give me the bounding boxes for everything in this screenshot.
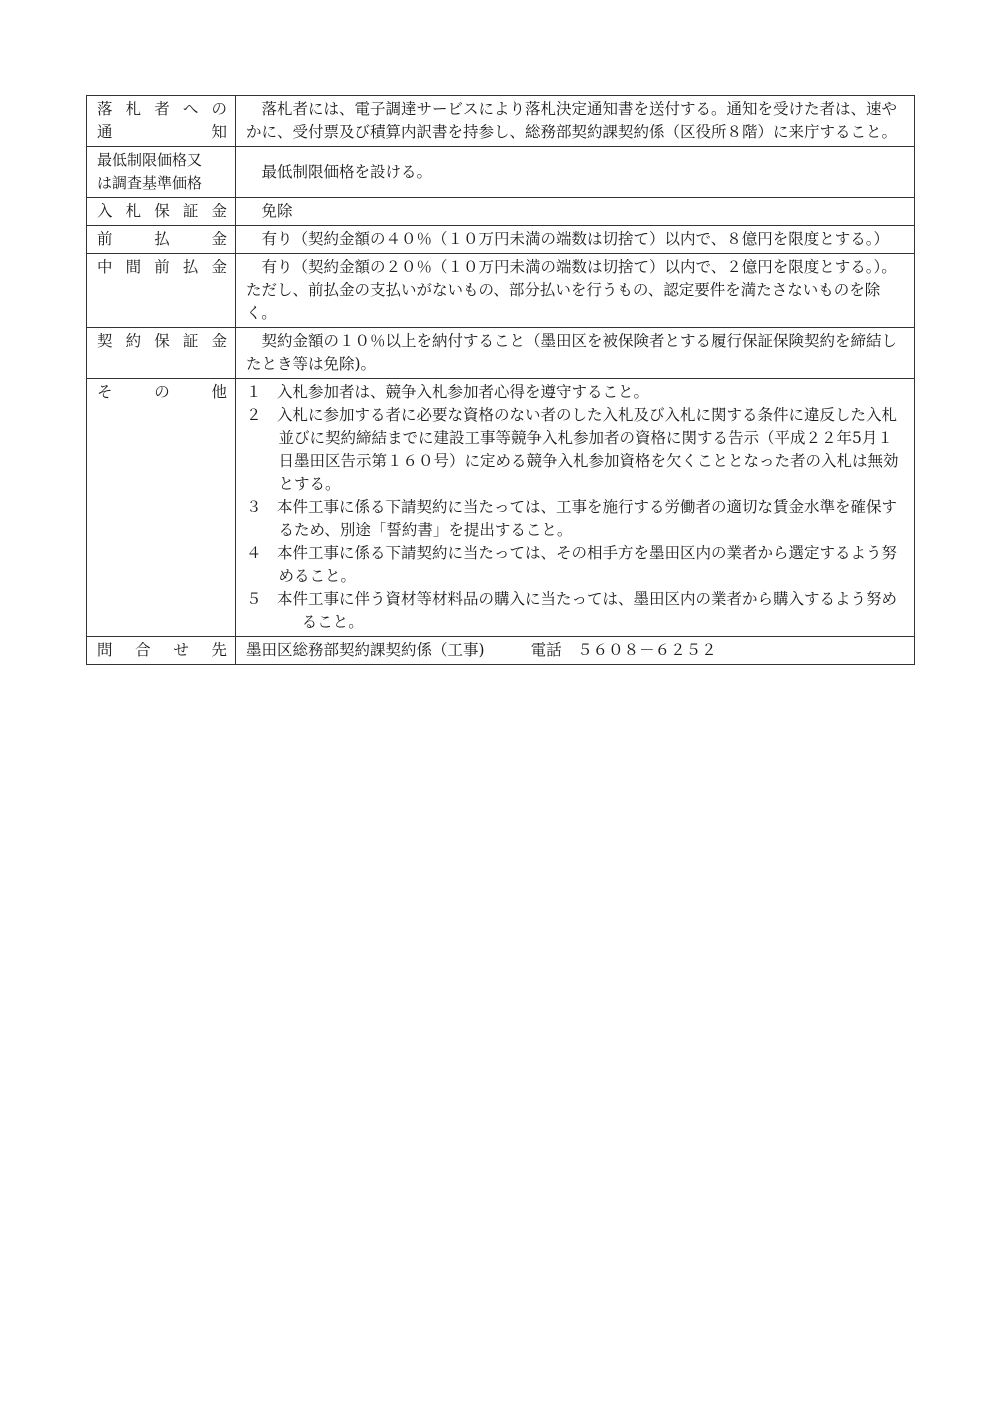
row-label-min-price [87,147,236,198]
list-item: ４ 本件工事に係る下請契約に当たっては、その相手方を墨田区内の業者から選定するよう努めること。 [246,544,898,585]
table-row [87,147,915,198]
row-content-contract-deposit: 契約金額の１０％以上を納付すること（墨田区を被保険者とする履行保証保険契約を締結したとき等は免除)。 [236,328,915,379]
row-content-advance-payment: 有り（契約金額の４０％（１０万円未満の端数は切捨て）以内で、８億円を限度とする。） [236,226,915,254]
row-label-bid-deposit: 入札保証金 [87,198,236,226]
table-row [87,226,915,254]
row-label-line: は調査基準価格 [97,174,203,192]
list-item: ２ 入札に参加する者に必要な資格のない者のした入札及び入札に関する条件に違反した入札並びに契約締結までに建設工事等競争入札参加者の資格に関する告示（平成２２年5月１日墨田区告示第１６０号）に定める競争入札参加資格を欠くこととなった者の入札は無効とする。 [246,406,899,493]
row-label-award-notice [87,96,236,147]
row-content-interim-advance: 有り（契約金額の２０％（１０万円未満の端数は切捨て）以内で、２億円を限度とする。）。ただし、前払金の支払いがないもの、部分払いを行うもの、認定要件を満たさないものを除く。 [236,254,915,328]
table-row [87,379,915,637]
list-item: ５ 本件工事に伴う資材等材料品の購入に当たっては、墨田区内の業者から購入するよう努めること。 [246,590,898,631]
row-label-line: 最低制限価格又 [97,151,203,169]
contact-phone-label: 電話 [530,641,562,659]
table-row [87,198,915,226]
list-item: ３ 本件工事に係る下請契約に当たっては、工事を施行する労働者の適切な賃金水準を確保するため、別途「誓約書」を提出すること。 [246,498,898,539]
row-label-advance-payment: 前 払 金 [87,226,236,254]
table-row [87,96,915,147]
row-label-interim-advance: 中間前払金 [87,254,236,328]
row-label-contact: 問 合 せ 先 [87,637,236,665]
table-row [87,328,915,379]
row-label-contract-deposit: 契約保証金 [87,328,236,379]
contact-phone-number: ５６０８－６２５２ [577,641,717,659]
tender-conditions-table [86,95,915,665]
row-content-contact [236,637,915,665]
row-label-line: 通 知 [97,123,227,141]
table-row [87,637,915,665]
row-label-other: そ の 他 [87,379,236,637]
contact-office: 墨田区総務部契約課契約係（工事) [246,641,485,659]
table-row [87,254,915,328]
row-content-bid-deposit: 免除 [236,198,915,226]
row-label-line: 落札者への [97,100,227,118]
list-item: １ 入札参加者は、競争入札参加者心得を遵守すること。 [246,383,650,401]
row-content-other [236,379,915,637]
row-content-min-price: 最低制限価格を設ける。 [236,147,915,198]
row-content-award-notice: 落札者には、電子調達サービスにより落札決定通知書を送付する。通知を受けた者は、速やかに、受付票及び積算内訳書を持参し、総務部契約課契約係（区役所８階）に来庁すること。 [236,96,915,147]
